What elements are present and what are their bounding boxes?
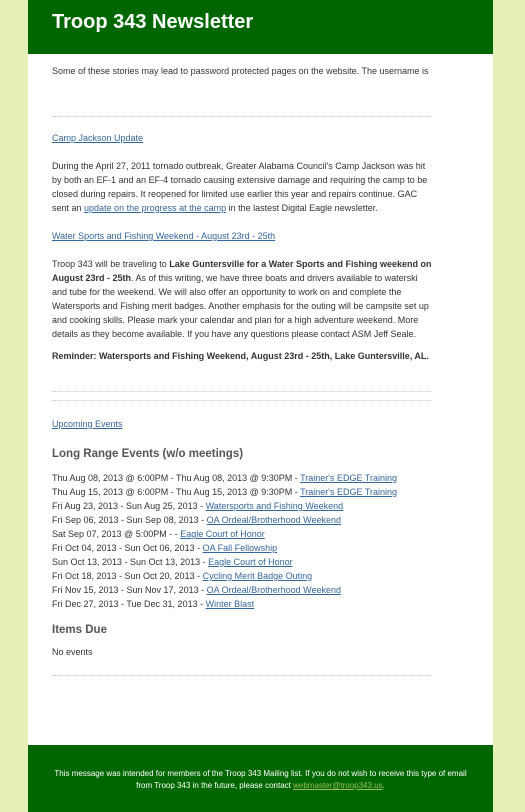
event-row — [52, 513, 432, 527]
event-row — [52, 541, 432, 555]
event-date: Fri Oct 18, 2013 - Sun Oct 20, 2013 - — [52, 571, 203, 581]
footer — [28, 745, 493, 812]
event-date: Fri Oct 04, 2013 - Sun Oct 06, 2013 - — [52, 543, 203, 553]
event-row — [52, 583, 432, 597]
newsletter-content — [52, 54, 432, 676]
long-range-title: Long Range Events (w/o meetings) — [52, 448, 244, 460]
camp-progress-link[interactable]: update on the progress at the camp — [84, 203, 227, 213]
event-row — [52, 527, 432, 541]
event-link[interactable]: Trainer's EDGE Training — [300, 473, 398, 483]
event-link[interactable]: Trainer's EDGE Training — [300, 487, 398, 497]
event-date: Fri Dec 27, 2013 - Tue Dec 31, 2013 - — [52, 599, 206, 609]
camp-jackson-link[interactable]: Camp Jackson Update — [52, 133, 144, 143]
newsletter-header — [28, 0, 493, 54]
event-row — [52, 597, 432, 611]
event-link[interactable]: Eagle Court of Honor — [208, 557, 293, 567]
event-row — [52, 555, 432, 569]
event-date: Thu Aug 08, 2013 @ 6:00PM - Thu Aug 08, 2013 @ 9:30PM - — [52, 473, 301, 483]
newsletter-title: Troop 343 Newsletter — [52, 11, 254, 33]
camp-jackson-text: During the April 27, 2011 tornado outbreak, Greater Alabama Council's Camp Jackson was hit by both an EF-1 and an EF-4 tornado causing extensive damage and requiring the camp to be closed during repairs. It reopened for limited use earlier this year and repairs continue. GAC sent an update on the progress at the camp in the lastest Digital Eagle newsletter. — [52, 161, 428, 213]
event-link[interactable]: Cycling Merit Badge Outing — [202, 571, 313, 581]
event-row — [52, 569, 432, 583]
items-due-text: No events — [52, 647, 93, 657]
water-sports-reminder: Reminder: Watersports and Fishing Weekend, August 23rd - 25th, Lake Guntersville, AL. — [52, 351, 429, 361]
events-list — [52, 471, 432, 611]
event-date: Sat Sep 07, 2013 @ 5:00PM - - — [52, 529, 181, 539]
event-link[interactable]: OA Ordeal/Brotherhood Weekend — [206, 515, 342, 525]
event-row — [52, 471, 432, 485]
event-date: Sun Oct 13, 2013 - Sun Oct 13, 2013 - — [52, 557, 209, 567]
event-date: Fri Nov 15, 2013 - Sun Nov 17, 2013 - — [52, 585, 207, 595]
event-row — [52, 499, 432, 513]
event-link[interactable]: Watersports and Fishing Weekend — [205, 501, 344, 511]
event-link[interactable]: OA Fall Fellowship — [202, 543, 278, 553]
newsletter-page — [28, 0, 493, 812]
water-sports-text: Troop 343 will be traveling to Lake Guntersville for a Water Sports and Fishing weekend on August 23rd - 25th. As of this writing, we have three boats and drivers available to waterski and tube for the weekend. We will also offer an opportunity to work on and complete the Watersports and Fishing merit badges. Another emphasis for the outing will be campsite set up and cooking skills. Please mark your calendar and plan for a high adventure weekend. More details as they become available. If you have any questions please contact ASM Jeff Seale. — [52, 259, 432, 339]
event-link[interactable]: OA Ordeal/Brotherhood Weekend — [206, 585, 342, 595]
footer-text: This message was intended for members of the Troop 343 Mailing list. If you do not wish to receive this type of email from Troop 343 in the future, please contact webmaster@troop343.us. — [54, 769, 467, 790]
section-divider — [52, 675, 432, 676]
water-sports-link[interactable]: Water Sports and Fishing Weekend - August 23rd - 25th — [52, 231, 276, 241]
upcoming-events-link[interactable]: Upcoming Events — [52, 419, 123, 429]
event-link[interactable]: Winter Blast — [205, 599, 255, 609]
event-date: Fri Aug 23, 2013 - Sun Aug 25, 2013 - — [52, 501, 206, 511]
footer-email-link[interactable]: webmaster@troop343.us — [293, 781, 383, 790]
event-row — [52, 485, 432, 499]
event-date: Fri Sep 06, 2013 - Sun Sep 08, 2013 - — [52, 515, 207, 525]
items-due-title: Items Due — [52, 624, 107, 636]
event-date: Thu Aug 15, 2013 @ 6:00PM - Thu Aug 15, 2013 @ 9:30PM - — [52, 487, 301, 497]
event-link[interactable]: Eagle Court of Honor — [180, 529, 265, 539]
intro-text: Some of these stories may lead to password protected pages on the website. The username is — [52, 66, 429, 76]
